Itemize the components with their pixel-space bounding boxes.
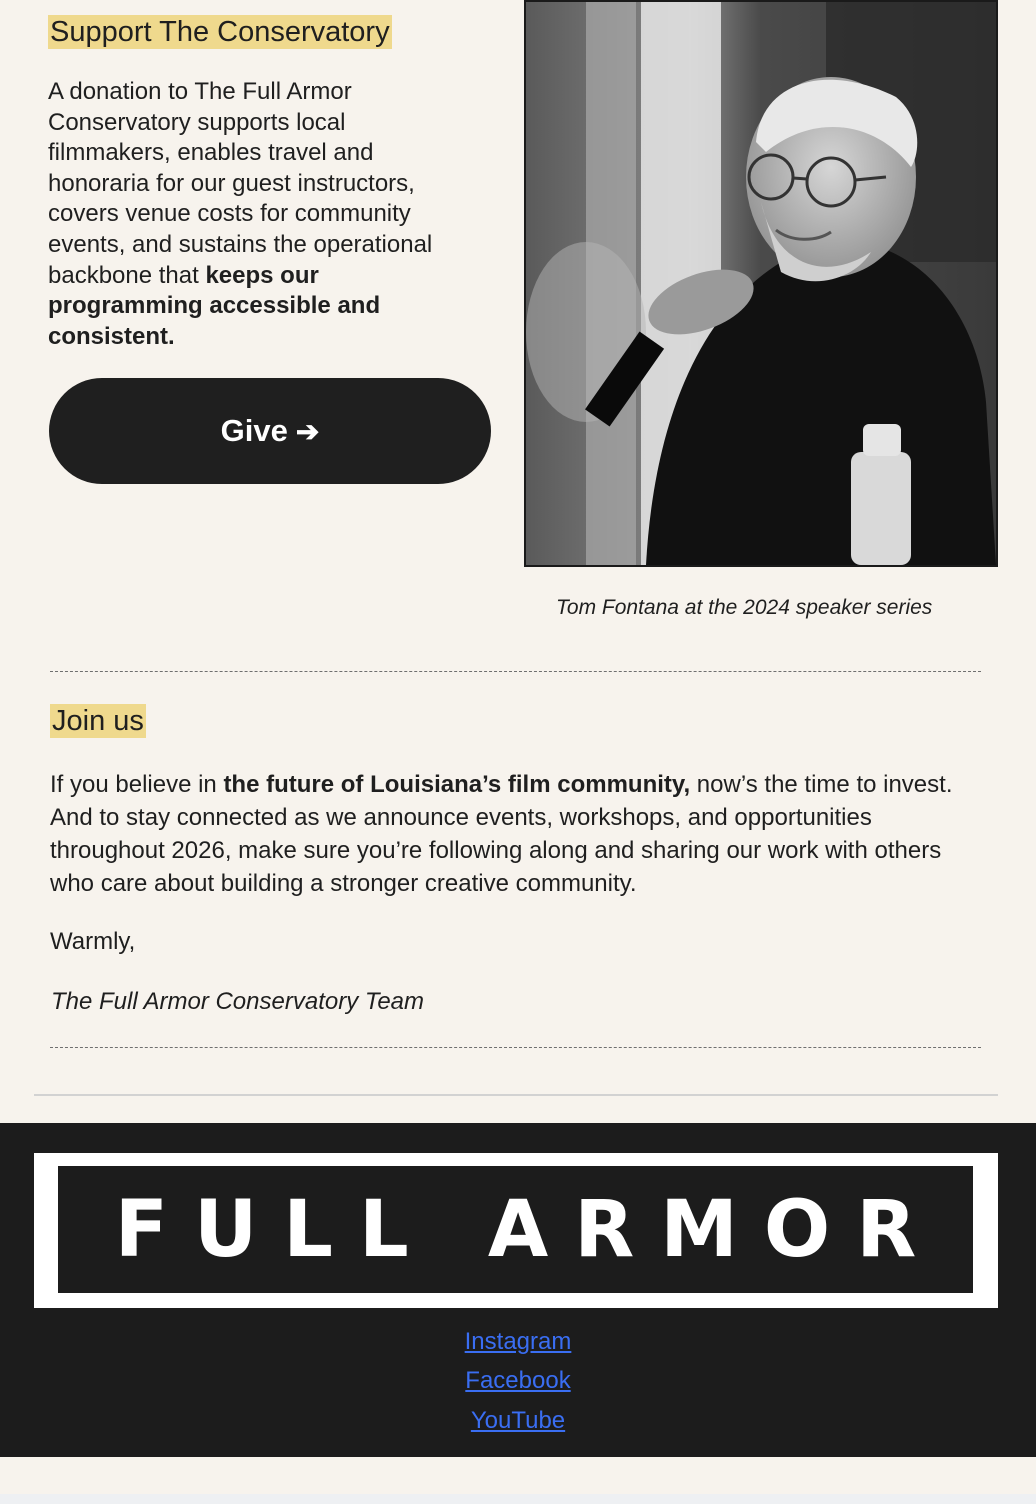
window-bottom-edge bbox=[0, 1494, 1036, 1504]
join-description bbox=[50, 768, 970, 900]
join-description-text-continued: now’s the time to invest. And to stay connected as we announce events, workshops, and opportunities throughout 2026, make sure you’re following along and sharing our work with others who care about building a stronger creative community. bbox=[50, 771, 953, 897]
arrow-right-icon: ➔ bbox=[295, 415, 320, 447]
full-armor-logo[interactable] bbox=[58, 1166, 973, 1293]
join-description-emphasis: the future of Louisiana’s film community, bbox=[223, 771, 691, 798]
facebook-link[interactable]: Facebook bbox=[465, 1367, 571, 1394]
signoff: Warmly, bbox=[50, 928, 136, 955]
support-description-emphasis: keeps our programming accessible and consistent. bbox=[48, 261, 381, 350]
give-button[interactable] bbox=[49, 378, 491, 484]
speaker-photo-illustration bbox=[526, 2, 996, 565]
support-description-text: A donation to The Full Armor Conservatory supports local filmmakers, enables travel and honoraria for our guest instructors, covers venue costs for community events, and sustains the operational backbone that bbox=[48, 78, 433, 289]
team-signature: The Full Armor Conservatory Team bbox=[51, 988, 425, 1015]
photo-caption: Tom Fontana at the 2024 speaker series bbox=[556, 596, 933, 619]
support-heading: Support The Conservatory bbox=[50, 16, 390, 48]
support-description bbox=[48, 77, 468, 352]
logo-text: FULL ARMOR bbox=[114, 1184, 943, 1275]
dashed-divider bbox=[50, 671, 981, 672]
give-button-label: Give bbox=[220, 413, 288, 448]
youtube-link[interactable]: YouTube bbox=[470, 1407, 566, 1434]
dashed-divider bbox=[50, 1047, 981, 1048]
join-heading: Join us bbox=[52, 705, 144, 737]
speaker-photo bbox=[524, 0, 998, 567]
section-divider bbox=[34, 1094, 998, 1096]
join-description-text: If you believe in bbox=[50, 771, 224, 798]
instagram-link[interactable]: Instagram bbox=[464, 1328, 572, 1355]
